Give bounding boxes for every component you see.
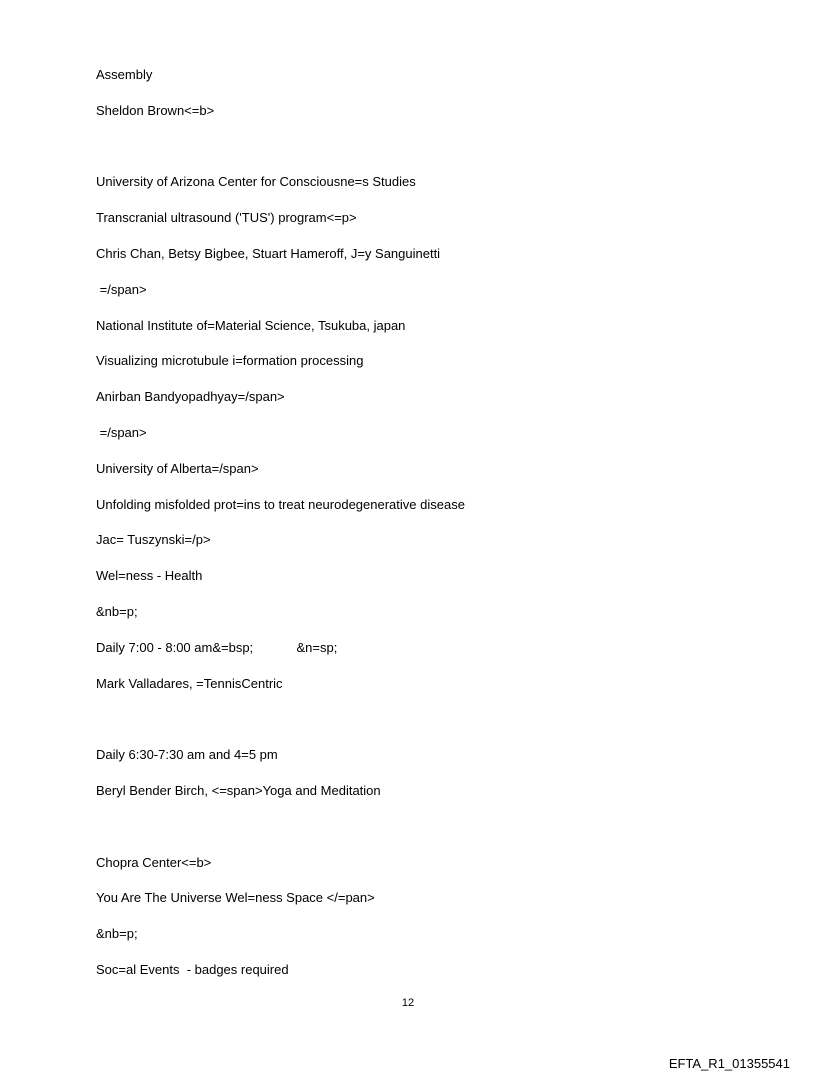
- text-line: University of Alberta=/span>: [96, 461, 259, 476]
- text-line: Soc=al Events - badges required: [96, 962, 289, 977]
- text-line: &nb=p;: [96, 604, 138, 619]
- text-line: Chopra Center<=b>: [96, 855, 212, 870]
- text-line: Daily 6:30-7:30 am and 4=5 pm: [96, 747, 278, 762]
- text-line: Wel=ness - Health: [96, 568, 203, 583]
- text-line: Anirban Bandyopadhyay=/span>: [96, 389, 285, 404]
- text-line: Unfolding misfolded prot=ins to treat neurodegenerative disease: [96, 497, 465, 512]
- text-line: Jac= Tuszynski=/p>: [96, 532, 211, 547]
- text-line: Beryl Bender Birch, <=span>Yoga and Meditation: [96, 783, 381, 798]
- text-line: University of Arizona Center for Consciousne=s Studies: [96, 174, 416, 189]
- text-line: You Are The Universe Wel=ness Space </=pan>: [96, 890, 375, 905]
- text-line: Visualizing microtubule i=formation processing: [96, 353, 364, 368]
- text-line: Daily 7:00 - 8:00 am&=bsp; &n=sp;: [96, 640, 338, 655]
- text-line: National Institute of=Material Science, Tsukuba, japan: [96, 318, 406, 333]
- text-line: Sheldon Brown<=b>: [96, 103, 215, 118]
- text-line: Assembly: [96, 67, 153, 82]
- page-number: 12: [401, 997, 415, 1009]
- text-line: &nb=p;: [96, 926, 138, 941]
- text-line: Mark Valladares, =TennisCentric: [96, 676, 283, 691]
- text-line: =/span>: [96, 425, 147, 440]
- text-line: Transcranial ultrasound ('TUS') program<=p>: [96, 210, 357, 225]
- text-line: =/span>: [96, 282, 147, 297]
- bates-number: EFTA_R1_01355541: [668, 1056, 790, 1071]
- text-line: Chris Chan, Betsy Bigbee, Stuart Hameroff, J=y Sanguinetti: [96, 246, 441, 261]
